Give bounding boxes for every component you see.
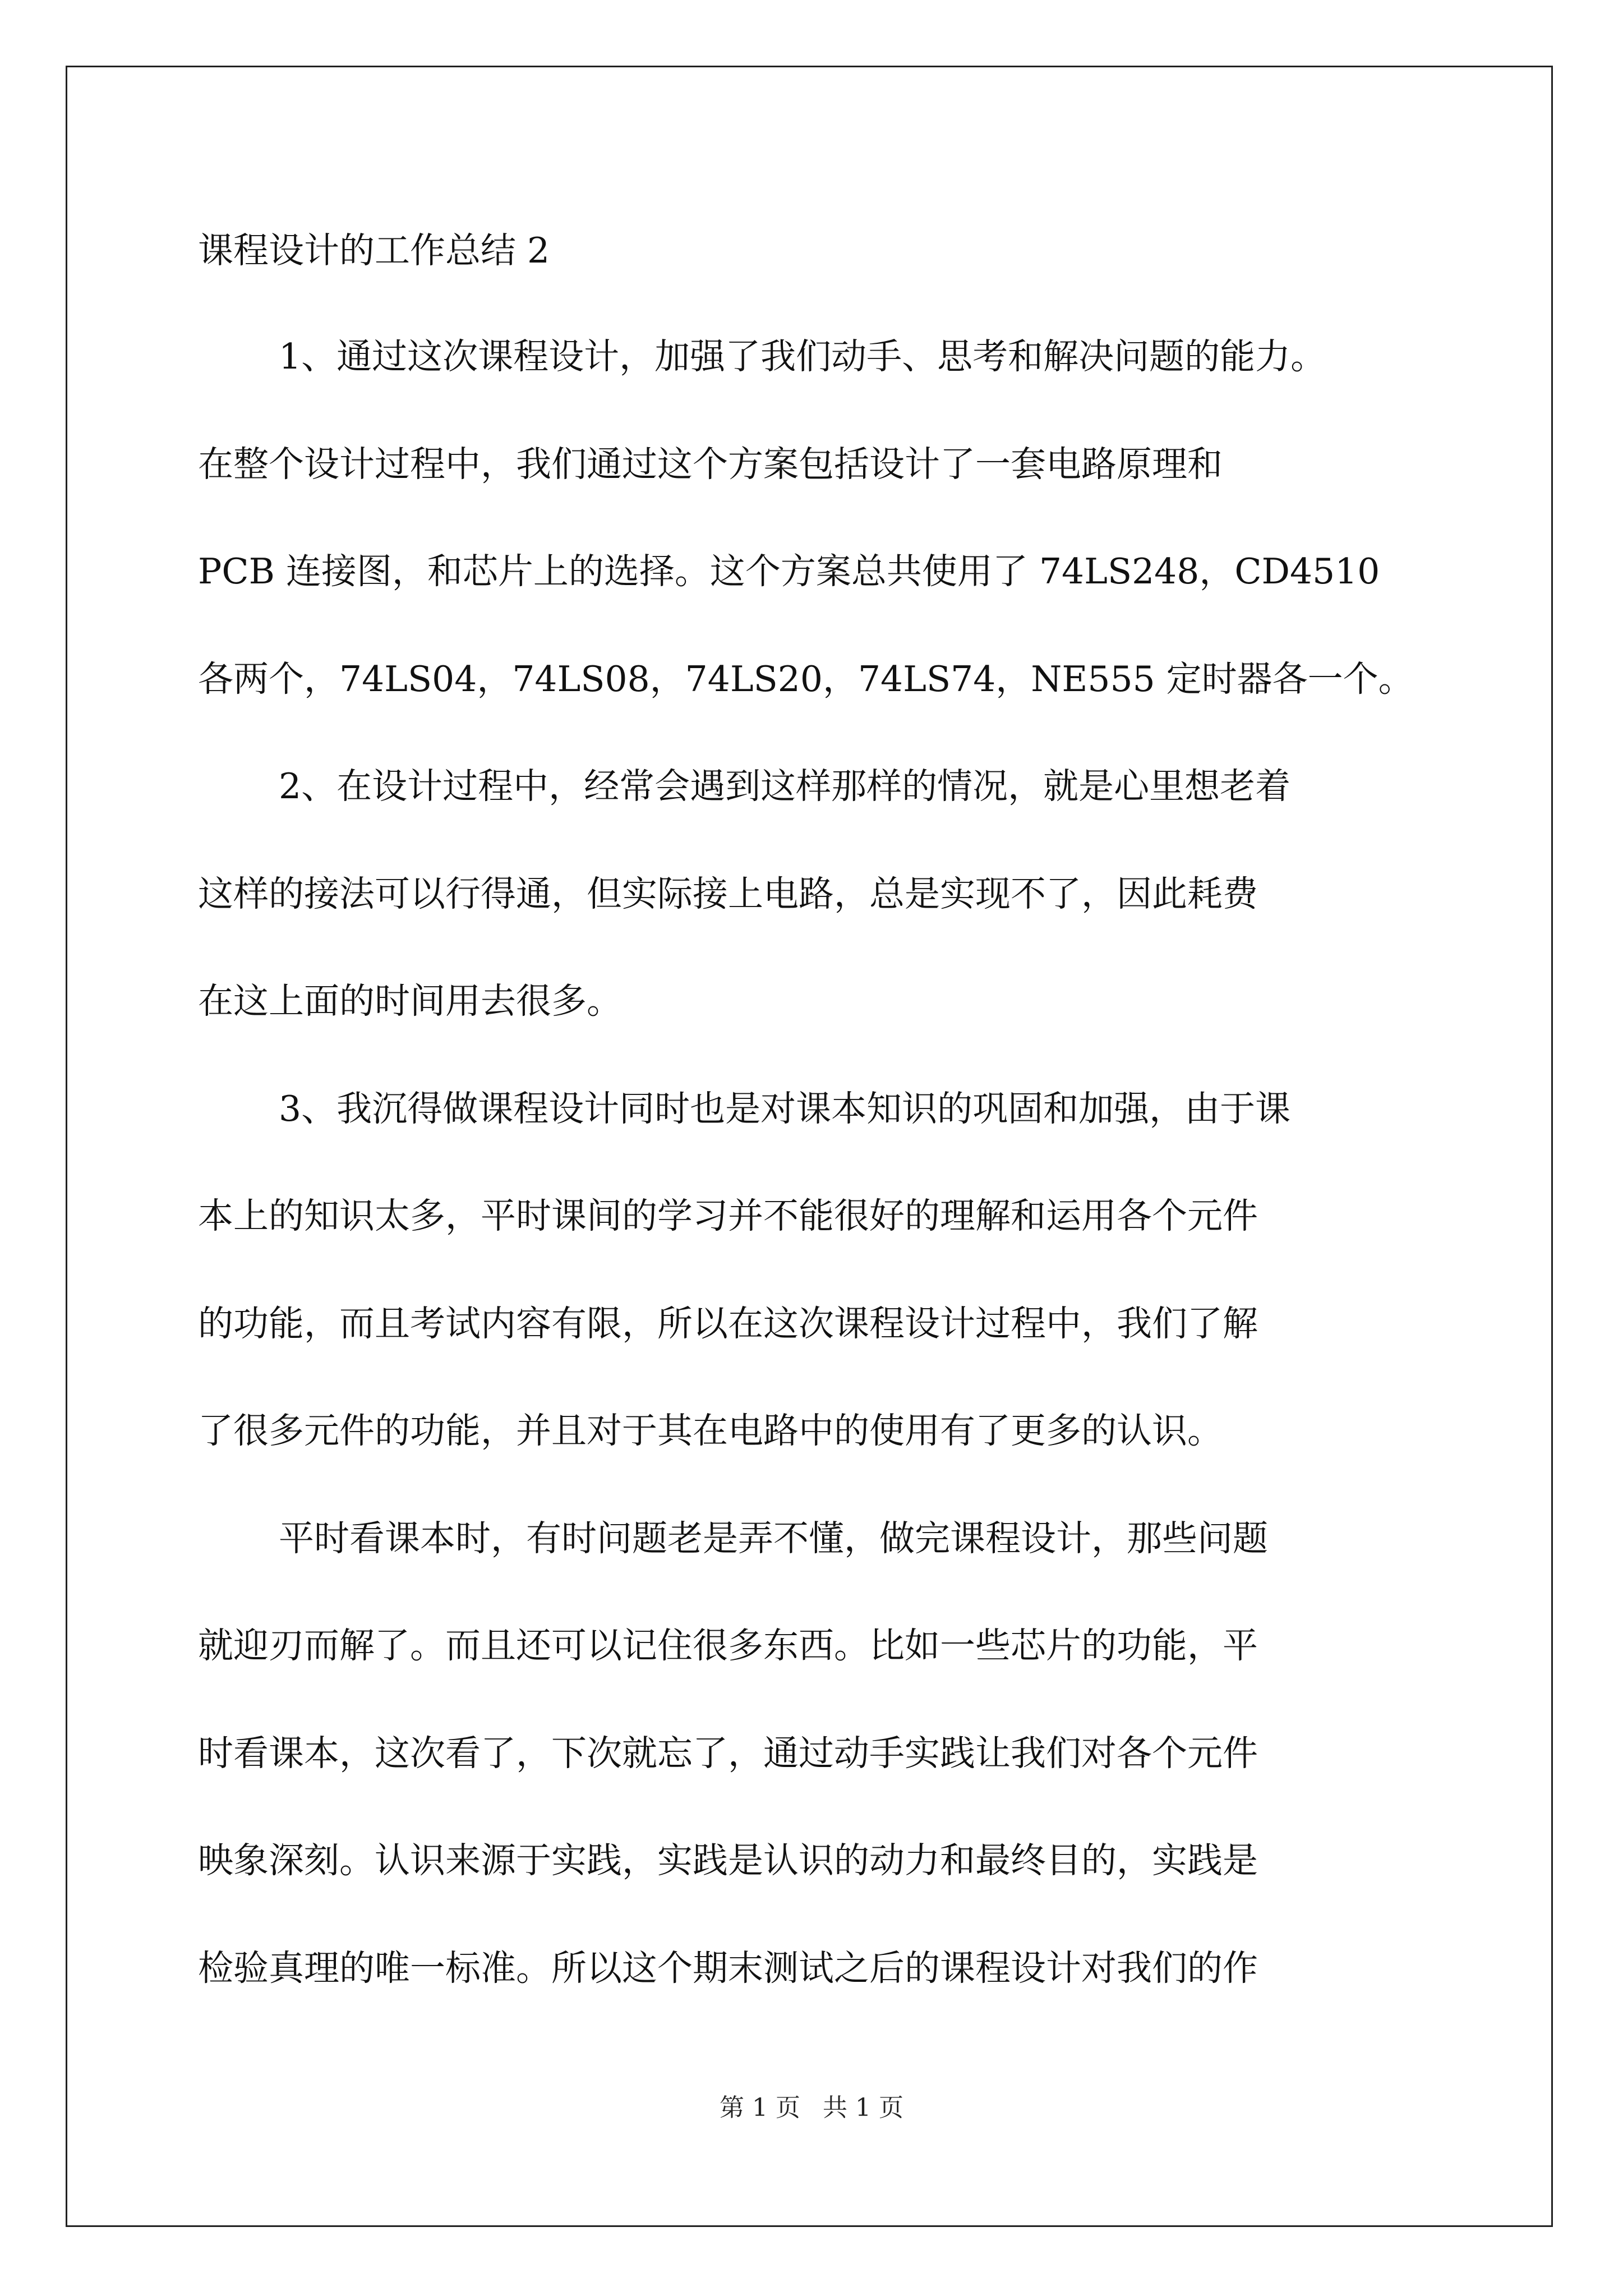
paragraph-4-line-5: 检验真理的唯一标准。所以这个期末测试之后的课程设计对我们的作 <box>198 1948 1258 1989</box>
paragraph-4-line-3: 时看课本，这次看了，下次就忘了，通过动手实践让我们对各个元件 <box>198 1733 1258 1774</box>
paragraph-3-line-1: 3、我沉得做课程设计同时也是对课本知识的巩固和加强，由于课 <box>279 1088 1291 1129</box>
paragraph-2-line-2: 这样的接法可以行得通，但实际接上电路，总是实现不了，因此耗费 <box>198 873 1258 914</box>
page-number-total: 共 1 页 <box>823 2093 903 2122</box>
paragraph-3-line-2: 本上的知识太多，平时课间的学习并不能很好的理解和运用各个元件 <box>198 1195 1258 1236</box>
paragraph-1-line-2: 在整个设计过程中，我们通过这个方案包括设计了一套电路原理和 <box>198 444 1223 485</box>
paragraph-2-line-3: 在这上面的时间用去很多。 <box>198 981 622 1022</box>
paragraph-1-line-3: PCB 连接图，和芯片上的选择。这个方案总共使用了 74LS248，CD4510 <box>198 551 1380 592</box>
page-footer <box>0 2091 1623 2125</box>
paragraph-4-line-4: 映象深刻。认识来源于实践，实践是认识的动力和最终目的，实践是 <box>198 1840 1258 1881</box>
document-title: 课程设计的工作总结 2 <box>198 230 550 271</box>
paragraph-3-line-4: 了很多元件的功能，并且对于其在电路中的使用有了更多的认识。 <box>198 1410 1223 1451</box>
page-border <box>66 66 1553 2227</box>
paragraph-1-line-1: 1、通过这次课程设计，加强了我们动手、思考和解决问题的能力。 <box>279 336 1326 377</box>
paragraph-2-line-1: 2、在设计过程中，经常会遇到这样那样的情况，就是心里想老着 <box>279 766 1291 807</box>
page-number-current: 第 1 页 <box>720 2093 800 2122</box>
paragraph-3-line-3: 的功能，而且考试内容有限，所以在这次课程设计过程中，我们了解 <box>198 1303 1258 1344</box>
paragraph-4-line-1: 平时看课本时，有时问题老是弄不懂，做完课程设计，那些问题 <box>279 1518 1268 1559</box>
paragraph-1-line-4: 各两个，74LS04，74LS08，74LS20，74LS74，NE555 定时器各一个。 <box>198 659 1414 700</box>
paragraph-4-line-2: 就迎刃而解了。而且还可以记住很多东西。比如一些芯片的功能，平 <box>198 1625 1258 1666</box>
